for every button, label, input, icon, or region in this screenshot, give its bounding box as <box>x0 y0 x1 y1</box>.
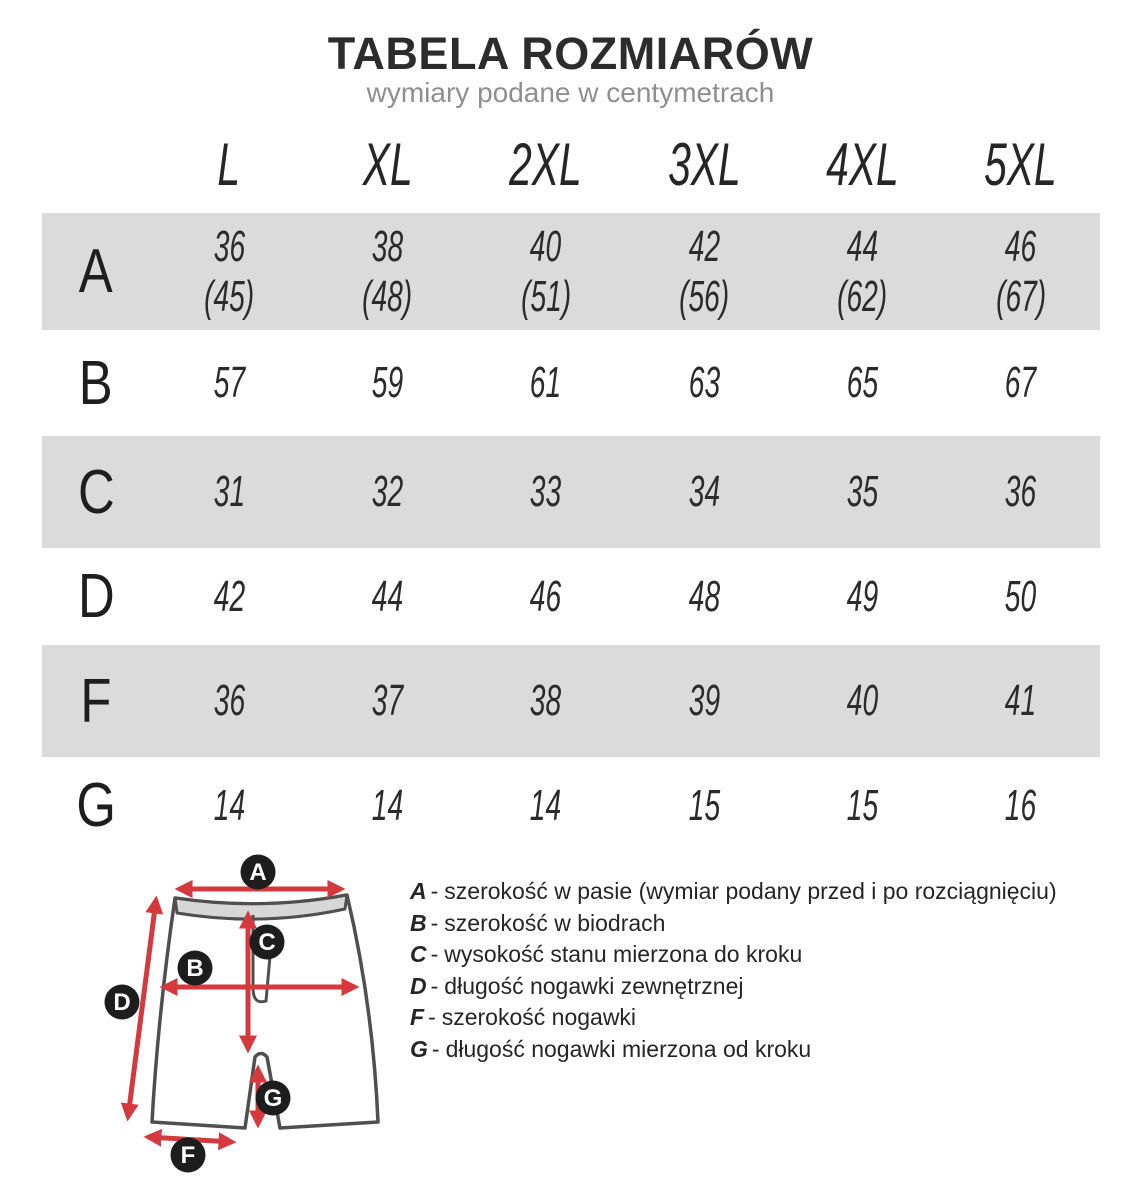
shorts-measurement-diagram <box>95 845 405 1200</box>
table-cell <box>783 676 941 725</box>
marker-letter-d: D <box>113 989 131 1016</box>
legend-text: wysokość stanu mierzona do kroku <box>444 941 803 967</box>
table-row-c <box>42 436 1100 548</box>
legend-separator: - <box>430 941 439 967</box>
cell-secondary-value: (56) <box>679 271 730 321</box>
legend-item-d <box>410 971 1090 1003</box>
legend-item-g <box>410 1034 1090 1066</box>
marker-letter-c: C <box>258 929 276 956</box>
table-cell <box>308 676 466 725</box>
header <box>0 30 1141 107</box>
table-cell <box>150 358 308 407</box>
row-label-text: B <box>79 348 113 418</box>
table-cell <box>308 358 466 407</box>
page-title: TABELA ROZMIARÓW <box>327 28 814 79</box>
row-label <box>42 348 150 419</box>
table-cell <box>625 781 783 830</box>
marker-badge-d <box>105 985 140 1020</box>
marker-letter-f: F <box>180 1142 196 1169</box>
cell-secondary-value: (45) <box>204 271 255 321</box>
row-label <box>42 236 150 307</box>
cell-value: 46 <box>1005 222 1037 272</box>
table-cell <box>150 781 308 830</box>
cell-value: 42 <box>213 571 245 621</box>
size-column-header <box>625 130 783 199</box>
cell-value: 39 <box>688 676 720 726</box>
row-label-text: G <box>76 771 116 840</box>
cell-value: 40 <box>846 676 879 726</box>
legend-item-a <box>410 876 1090 908</box>
cell-value: 34 <box>688 467 720 517</box>
marker-badge-g <box>256 1081 291 1116</box>
legend-item-c <box>410 939 1090 971</box>
cell-value: 14 <box>530 780 562 830</box>
marker-badge-f <box>171 1138 206 1173</box>
size-column-label: 4XL <box>826 130 899 198</box>
legend-separator: - <box>428 1004 436 1030</box>
cell-value: 48 <box>688 571 720 621</box>
table-row-g <box>42 757 1100 854</box>
row-label <box>42 457 150 528</box>
marker-letter-g: G <box>263 1085 283 1112</box>
cell-value: 15 <box>846 780 879 830</box>
cell-value: 37 <box>371 676 404 726</box>
table-cell <box>783 467 941 516</box>
cell-value: 36 <box>213 222 245 272</box>
table-cell <box>625 222 783 321</box>
size-column-header <box>150 130 308 199</box>
page-subtitle: wymiary podane w centymetrach <box>366 77 775 109</box>
table-cell <box>942 467 1100 516</box>
cell-value: 32 <box>371 467 404 517</box>
cell-value: 49 <box>846 571 879 621</box>
measurement-legend <box>410 876 1090 1065</box>
table-row-f <box>42 645 1100 757</box>
legend-text: długość nogawki mierzona od kroku <box>445 1035 812 1062</box>
table-cell <box>625 676 783 725</box>
cell-value: 38 <box>371 222 404 272</box>
size-column-label: XL <box>362 130 413 198</box>
cell-value: 40 <box>530 222 562 272</box>
table-cell <box>942 781 1100 830</box>
cell-value: 65 <box>846 358 879 408</box>
cell-value: 63 <box>688 358 720 408</box>
marker-badge-b <box>178 951 213 986</box>
legend-letter: C <box>410 941 427 967</box>
cell-value: 14 <box>371 780 404 830</box>
legend-text: długość nogawki zewnętrznej <box>444 972 744 999</box>
legend-item-f <box>410 1002 1090 1034</box>
table-cell <box>783 358 941 407</box>
table-cell <box>467 781 625 830</box>
table-cell <box>783 572 941 621</box>
legend-item-b <box>410 908 1090 940</box>
row-label-text: F <box>80 666 112 736</box>
size-table <box>42 115 1100 854</box>
table-cell <box>942 572 1100 621</box>
table-cell <box>942 222 1100 321</box>
cell-value: 50 <box>1005 571 1037 621</box>
row-label <box>42 666 150 737</box>
table-cell <box>467 572 625 621</box>
row-label-text: D <box>77 562 115 631</box>
table-cell <box>467 676 625 725</box>
cell-value: 61 <box>530 358 562 408</box>
table-cell <box>783 781 941 830</box>
legend-separator: - <box>430 878 439 904</box>
row-label <box>42 561 150 632</box>
legend-text: szerokość nogawki <box>441 1004 637 1030</box>
table-cell <box>625 358 783 407</box>
row-label-text: C <box>77 457 115 527</box>
table-cell <box>467 358 625 407</box>
size-column-header <box>942 130 1100 199</box>
table-cell <box>625 572 783 621</box>
marker-badge-c <box>250 925 285 960</box>
cell-value: 33 <box>530 467 562 517</box>
table-row-b <box>42 330 1100 436</box>
cell-value: 57 <box>213 358 245 408</box>
table-cell <box>308 572 466 621</box>
marker-badge-a <box>241 855 276 890</box>
legend-separator: - <box>430 909 439 936</box>
legend-separator: - <box>430 972 439 999</box>
cell-value: 35 <box>846 467 879 517</box>
table-cell <box>150 676 308 725</box>
legend-letter: D <box>410 972 427 999</box>
cell-value: 46 <box>530 571 562 621</box>
legend-text: szerokość w pasie (wymiar podany przed i po rozciągnięciu) <box>444 878 1057 904</box>
legend-text: szerokość w biodrach <box>444 909 666 936</box>
cell-value: 38 <box>530 676 562 726</box>
size-column-label: 5XL <box>984 130 1058 198</box>
legend-separator: - <box>431 1035 440 1062</box>
table-row-a <box>42 213 1100 330</box>
row-label <box>42 770 150 841</box>
cell-value: 36 <box>213 676 245 726</box>
marker-letter-b: B <box>186 955 204 982</box>
size-table-body <box>42 213 1100 854</box>
legend-letter: A <box>410 878 427 904</box>
size-column-label: 3XL <box>667 130 741 198</box>
cell-value: 44 <box>846 222 879 272</box>
cell-value: 36 <box>1005 467 1037 517</box>
cell-secondary-value: (48) <box>362 271 413 321</box>
table-cell <box>150 467 308 516</box>
legend-letter: F <box>410 1004 425 1030</box>
table-cell <box>467 222 625 321</box>
table-row-d <box>42 548 1100 645</box>
row-label-text: A <box>79 237 113 306</box>
cell-value: 41 <box>1005 676 1037 726</box>
legend-letter: B <box>410 909 427 936</box>
cell-value: 59 <box>371 358 404 408</box>
marker-letter-a: A <box>249 859 267 886</box>
table-cell <box>308 467 466 516</box>
table-cell <box>625 467 783 516</box>
size-column-label: L <box>217 130 241 198</box>
cell-value: 67 <box>1005 358 1037 408</box>
legend-letter: G <box>410 1035 428 1062</box>
table-cell <box>150 222 308 321</box>
table-cell <box>783 222 941 321</box>
size-table-header-row <box>42 115 1100 213</box>
table-cell <box>942 358 1100 407</box>
cell-secondary-value: (62) <box>837 271 888 321</box>
size-column-label: 2XL <box>509 130 583 198</box>
size-column-header <box>308 130 466 199</box>
cell-value: 31 <box>213 467 245 517</box>
table-cell <box>150 572 308 621</box>
table-cell <box>467 467 625 516</box>
cell-value: 44 <box>371 571 404 621</box>
cell-value: 15 <box>688 780 720 830</box>
cell-secondary-value: (67) <box>995 271 1046 321</box>
size-column-header <box>783 130 941 199</box>
table-cell <box>942 676 1100 725</box>
cell-secondary-value: (51) <box>520 271 571 321</box>
size-column-header <box>467 130 625 199</box>
cell-value: 42 <box>688 222 720 272</box>
table-cell <box>308 781 466 830</box>
cell-value: 14 <box>213 780 245 830</box>
cell-value: 16 <box>1005 780 1037 830</box>
table-cell <box>308 222 466 321</box>
